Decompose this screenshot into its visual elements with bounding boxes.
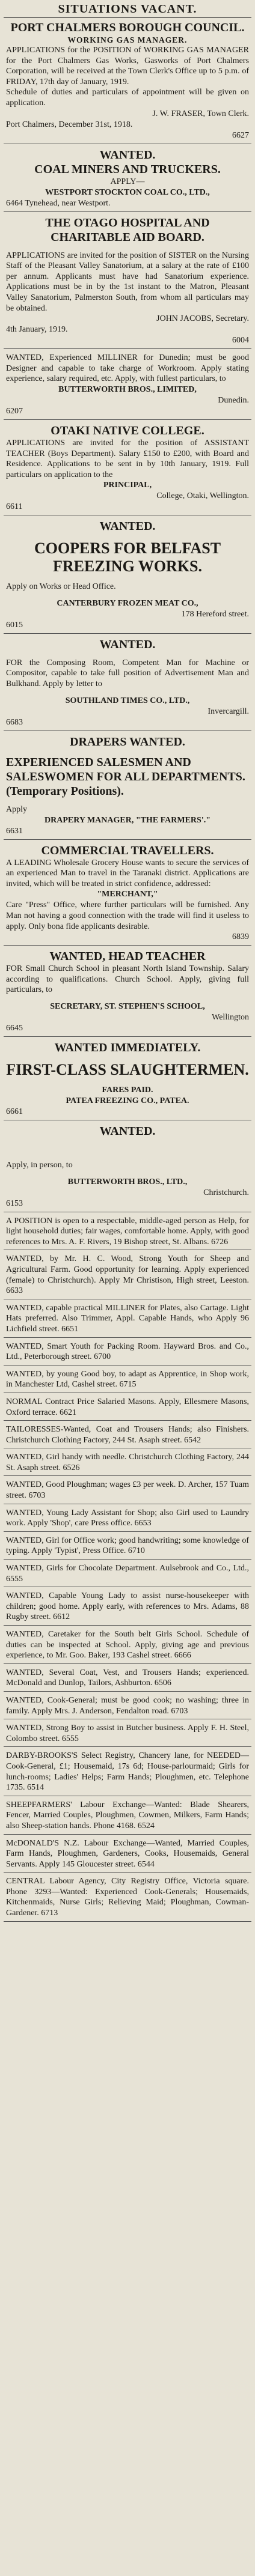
ad-body: APPLICATIONS for the POSITION of WORKING GAS MANAGER for the Port Chalmers Gas Works, Gasworks of Port Chalmers Corporation, will be received at the Town Clerk's Office up to 5 p.m. of FRIDAY, 17th day of January, 1919. (6, 46, 249, 87)
ad-westport (4, 145, 251, 212)
ad-code: 6683 (6, 717, 23, 727)
ad-address: 6464 Tynehead, near Westport. (6, 198, 111, 208)
ad-heading: WANTED. (99, 637, 156, 651)
classified-text: WANTED, Capable Young Lady to assist nurse-housekeeper with children; good home. Apply early, with references to Mrs. Adams, 88 Rugby street. 6612 (6, 1591, 249, 1622)
classified-text: DARBY-BROOKS'S Select Registry, Chancery lane, for NEEDED—Cook-General, £1; Housemaid, 17s 6d; House-parlourmaid; Girls for lunch-rooms; Ladies' Helps; Farm Hands; Ploughmen, etc. Telephone 1735. 6514 (6, 1751, 249, 1793)
ad-otago-hospital (4, 213, 251, 350)
classified-text: WANTED, Girls for Chocolate Department. Aulsebrook and Co., Ltd., 6555 (6, 1564, 249, 1584)
ad-travellers (4, 841, 251, 946)
ad-signature: SOUTHLAND TIMES CO., LTD., (65, 696, 190, 705)
classified-text: NORMAL Contract Price Salaried Masons. Apply, Ellesmere Masons, Oxford terrace. 6621 (6, 1397, 249, 1417)
classified-text: WANTED, Good Ploughman; wages £3 per week. D. Archer, 157 Tuam street. 6703 (6, 1480, 249, 1501)
ad-signature: CANTERBURY FROZEN MEAT CO., (57, 598, 198, 608)
ad-body: Apply on Works or Head Office. (6, 582, 116, 592)
ad-slaughtermen (4, 1038, 251, 1120)
ad-heading: WANTED. (99, 148, 156, 162)
ad-code: 6661 (6, 1107, 23, 1116)
ad-date: 4th January, 1919. (6, 325, 68, 335)
ad-company: WESTPORT STOCKTON COAL CO., LTD., (45, 187, 210, 197)
ad-code: 6631 (6, 826, 23, 836)
ad-code: 6627 (232, 130, 249, 140)
ad-compositor (4, 635, 251, 731)
ad-body: FARES PAID. (102, 1086, 153, 1095)
ad-heading: THE OTAGO HOSPITAL AND CHARITABLE AID BOARD. (45, 216, 210, 244)
classified-15 (4, 1693, 251, 1719)
ad-signature: SECRETARY, ST. STEPHEN'S SCHOOL, (50, 1002, 205, 1011)
ad-subheading: COAL MINERS AND TRUCKERS. (34, 162, 221, 176)
classified-4 (4, 1367, 251, 1393)
ad-body: APPLICATIONS are invited for the position of SISTER on the Nursing Staff of the Pleasant Valley Sanatorium, at a salary at the rate of £100 per annum. Applicants must have had Sanatorium experience. Applications must be in by the 1st instant to the Matron, Pleasant Valley Sanatorium, Palmerston South, from whom all particulars may be obtained. (6, 251, 249, 313)
classified-13 (4, 1627, 251, 1664)
classified-text: WANTED, Girl for Office work; good handwriting; some knowledge of typing. Apply 'Typist', Press Office. 6710 (6, 1536, 249, 1556)
ad-heading: PORT CHALMERS BOROUGH COUNCIL. (10, 21, 245, 34)
ad-apply: Apply (6, 804, 27, 814)
ad-heading: OTAKI NATIVE COLLEGE. (51, 424, 204, 437)
ad-place: Dunedin. (218, 395, 249, 405)
classified-text: WANTED, by young Good boy, to adapt as Apprentice, in Shop work, in Manchester Ltd, Cashel street. 6715 (6, 1369, 249, 1390)
ad-code: 6207 (6, 406, 23, 416)
ad-body-2: Schedule of duties and particulars of appointment will be given on application. (6, 88, 249, 108)
ad-apply: APPLY— (110, 177, 145, 186)
classified-8 (4, 1477, 251, 1504)
ad-heading: COMMERCIAL TRAVELLERS. (41, 843, 214, 857)
ad-signature: JOHN JACOBS, Secretary. (156, 314, 249, 324)
ad-heading: DRAPERS WANTED. (70, 735, 185, 749)
ad-coopers (4, 517, 251, 634)
ad-milliner (4, 350, 251, 420)
classified-12 (4, 1588, 251, 1626)
ad-signature: DRAPERY MANAGER, "THE FARMERS'." (45, 815, 210, 825)
classified-0 (4, 1214, 251, 1251)
newspaper-column (4, 0, 251, 2576)
ad-butterworth (4, 1122, 251, 1212)
ad-body: WANTED, Experienced MILLINER for Dunedin; must be good Designer and capable to take charge of Workroom. Apply stating experience, salary required, etc. Apply, with fullest particulars, to (6, 353, 249, 384)
ad-signature: J. W. FRASER, Town Clerk. (152, 109, 249, 118)
ad-head-teacher (4, 947, 251, 1037)
classified-text: WANTED, by Mr. H. C. Wood, Strong Youth for Sheep and Agricultural Farm. Good opportunity for learning. Apply experienced (female) to Christchurch). Apply Mr Christison, High street, Leeston. 6633 (6, 1254, 249, 1296)
classified-16 (4, 1721, 251, 1747)
section-title: SITUATIONS VACANT. (4, 0, 251, 18)
classified-text: WANTED, Girl handy with needle. Christchurch Clothing Factory, 244 St. Asaph street. 6526 (6, 1453, 249, 1472)
classified-text: WANTED, Strong Boy to assist in Butcher business. Apply F. H. Steel, Colombo street. 6555 (6, 1724, 249, 1743)
ad-body: Apply, in person, to (6, 1161, 73, 1170)
classified-5 (4, 1394, 251, 1421)
ad-heading: WANTED. (99, 1125, 156, 1138)
classified-1 (4, 1251, 251, 1299)
ad-code: 6004 (232, 336, 249, 345)
ad-signature: PATEA FREEZING CO., PATEA. (66, 1096, 189, 1105)
ad-body: FOR the Composing Room, Competent Man for Machine or Compositor, capable to take full position of Advertisement Man and Bulkhand. Apply by letter to (6, 658, 249, 689)
ad-code: 6015 (6, 620, 23, 630)
ad-subheading: FIRST-CLASS SLAUGHTERMEN. (6, 1061, 249, 1078)
classified-text: CENTRAL Labour Agency, City Registry Office, Victoria square. Phone 3293—Wanted: Experienced Cook-Generals; Housemaids, Kitchenmaids, Nurse Girls; Relieving Maid; Ploughman, Cowman-Gardener. 6713 (6, 1877, 249, 1918)
classified-text: SHEEPFARMERS' Labour Exchange—Wanted: Blade Shearers, Fencer, Married Couples, Ploughmen, Cowmen, Milkers, Farm Hands; also Sheep-station hands. Phone 4168. 6524 (6, 1800, 249, 1830)
ad-signature: "MERCHANT," (97, 890, 158, 899)
classified-text: WANTED, Young Lady Assistant for Shop; also Girl used to Laundry work. Apply 'Shop', care Press office. 6653 (6, 1508, 249, 1528)
ad-body: FOR Small Church School in pleasant North Island Township. Salary according to qualifications. Church School. Apply, giving full particulars, to (6, 964, 249, 995)
classified-10 (4, 1533, 251, 1560)
ad-code: 6839 (232, 932, 249, 942)
ad-code: 6611 (6, 502, 23, 512)
ad-place: Wellington (212, 1013, 249, 1022)
ad-date: Port Chalmers, December 31st, 1918. (6, 120, 133, 129)
classified-18 (4, 1797, 251, 1835)
ad-signature: PRINCIPAL, (103, 481, 152, 490)
classified-14 (4, 1665, 251, 1692)
classified-7 (4, 1450, 251, 1476)
classified-9 (4, 1505, 251, 1532)
ad-body: EXPERIENCED SALESMEN AND SALESWOMEN FOR ALL DEPARTMENTS. (Temporary Positions). (6, 755, 245, 798)
classified-text: WANTED, Smart Youth for Packing Room. Hayward Bros. and Co., Ltd., Peterborough street. 6700 (6, 1341, 249, 1362)
classified-20 (4, 1874, 251, 1921)
ad-subheading: COOPERS FOR BELFAST FREEZING WORKS. (34, 539, 221, 576)
ad-code: 6645 (6, 1024, 23, 1033)
ad-body: A LEADING Wholesale Grocery House wants to secure the services of an experienced Man to travel in the Taranaki district. Applications are invited, which will be treated in strict confidence, addressed: (6, 858, 249, 889)
classified-19 (4, 1836, 251, 1873)
classified-11 (4, 1561, 251, 1587)
ad-body: APPLICATIONS are invited for the position of ASSISTANT TEACHER (Boys Department). Salary £150 to £200, with Board and Residence. Applications to be sent in by 10th January, 1919. Full particulars on application to the (6, 438, 249, 479)
ad-port-chalmers (4, 18, 251, 144)
classified-2 (4, 1301, 251, 1338)
classified-text: WANTED, Several Coat, Vest, and Trousers Hands; experienced. McDonald and Dunlop, Tailors, Ashburton. 6506 (6, 1668, 249, 1688)
ad-heading: WANTED. (99, 520, 156, 533)
ad-drapers (4, 732, 251, 840)
classified-text: WANTED, capable practical MILLINER for Plates, also Cartage. Light Hats preferred. Also Trimmer, Appl. Capable Hands, who Apply 96 Lichfield street. 6651 (6, 1303, 249, 1334)
classified-text: WANTED, Cook-General; must be good cook; no washing; three in family. Apply Mrs. J. Anderson, Fendalton road. 6703 (6, 1695, 249, 1716)
classified-text: TAILORESSES-Wanted, Coat and Trousers Hands; also Finishers. Christchurch Clothing Factory, 244 St. Asaph street. 6542 (6, 1425, 249, 1445)
ad-place: Christchurch. (203, 1188, 249, 1197)
ad-place: College, Otaki, Wellington. (156, 491, 249, 501)
ad-subheading: WORKING GAS MANAGER. (67, 35, 188, 44)
ad-address: 178 Hereford street. (181, 609, 249, 619)
classified-3 (4, 1339, 251, 1365)
ad-signature: BUTTERWORTH BROS., LTD., (67, 1177, 188, 1186)
ad-place: Invercargill. (207, 706, 249, 716)
classified-text: A POSITION is open to a respectable, middle-aged person as Help, for light household duties; fair wages, comfortable home. Apply, with good references to Mrs. A. F. Rivers, 19 Bishop street, St. Albans. 6726 (6, 1216, 249, 1247)
ad-body-2: Care "Press" Office, where further particulars will be furnished. Any Man not having a good connection with the trade will find it useless to apply. Only bona fide applicants desirable. (6, 901, 249, 931)
ad-code: 6153 (6, 1198, 23, 1208)
classified-6 (4, 1422, 251, 1448)
ad-signature: BUTTERWORTH BROS., LIMITED, (58, 384, 197, 394)
classified-text: WANTED, Caretaker for the South belt Girls School. Schedule of duties can be inspected at School. Apply, giving age and previous experience, to Mr. Goo. Baker, 193 Cashel street. 6666 (6, 1630, 249, 1660)
ad-heading: WANTED IMMEDIATELY. (54, 1041, 201, 1054)
ad-heading: WANTED, HEAD TEACHER (49, 950, 206, 964)
classified-17 (4, 1748, 251, 1796)
ad-otaki (4, 421, 251, 515)
classified-text: McDONALD'S N.Z. Labour Exchange—Wanted, Married Couples, Farm Hands, Ploughmen, Gardeners, Cooks, Housemaids, General Servants. Apply 145 Gloucester street. 6544 (6, 1838, 249, 1869)
